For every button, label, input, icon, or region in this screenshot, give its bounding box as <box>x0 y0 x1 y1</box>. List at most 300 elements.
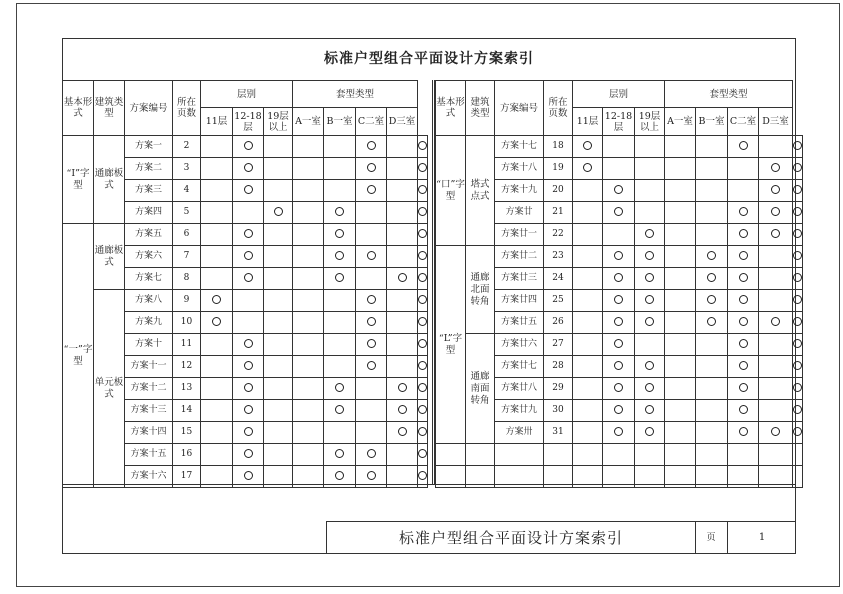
circle-mark-icon <box>367 361 376 370</box>
mark-cell <box>387 356 418 378</box>
page-cell: 6 <box>173 224 201 246</box>
mark-cell <box>603 202 635 224</box>
mark-cell <box>759 334 793 356</box>
circle-mark-icon <box>739 229 748 238</box>
mark-cell <box>603 356 635 378</box>
group-type-unit-label: 单元板式 <box>94 376 124 400</box>
header-unit-c: C二室 <box>728 108 759 136</box>
circle-mark-icon <box>244 449 253 458</box>
circle-mark-icon <box>739 427 748 436</box>
empty-cell <box>436 444 466 466</box>
mark-cell <box>728 246 759 268</box>
scheme-cell: 方案十三 <box>125 400 173 422</box>
circle-mark-icon <box>367 317 376 326</box>
mark-cell <box>356 268 387 290</box>
mark-cell <box>356 246 387 268</box>
circle-mark-icon <box>771 427 780 436</box>
mark-cell <box>264 422 293 444</box>
mark-cell <box>356 422 387 444</box>
page-cell: 28 <box>544 356 573 378</box>
circle-mark-icon <box>398 427 407 436</box>
mark-cell <box>264 378 293 400</box>
circle-mark-icon <box>793 295 802 304</box>
circle-mark-icon <box>244 383 253 392</box>
mark-cell <box>293 444 324 466</box>
mark-cell <box>418 224 428 246</box>
page-cell: 21 <box>544 202 573 224</box>
mark-cell <box>356 334 387 356</box>
scheme-cell: 方案五 <box>125 224 173 246</box>
table-row <box>436 246 803 268</box>
circle-mark-icon <box>771 163 780 172</box>
mark-cell <box>387 268 418 290</box>
mark-cell <box>201 312 233 334</box>
empty-cell <box>665 444 696 466</box>
circle-mark-icon <box>583 141 592 150</box>
mark-cell <box>793 422 803 444</box>
mark-cell <box>793 334 803 356</box>
mark-cell <box>387 180 418 202</box>
mark-cell <box>293 246 324 268</box>
circle-mark-icon <box>739 273 748 282</box>
circle-mark-icon <box>418 405 427 414</box>
scheme-cell: 方案一 <box>125 136 173 158</box>
mark-cell <box>728 400 759 422</box>
header-building-type: 建筑类型 <box>466 81 495 136</box>
empty-cell <box>495 444 544 466</box>
circle-mark-icon <box>244 339 253 348</box>
mark-cell <box>324 246 356 268</box>
circle-mark-icon <box>335 251 344 260</box>
mark-cell <box>418 202 428 224</box>
mark-cell <box>603 268 635 290</box>
mark-cell <box>728 136 759 158</box>
mark-cell <box>665 246 696 268</box>
circle-mark-icon <box>614 317 623 326</box>
mark-cell <box>696 312 728 334</box>
group-type-tower-label: 塔式点式 <box>470 178 490 202</box>
circle-mark-icon <box>739 141 748 150</box>
circle-mark-icon <box>793 273 802 282</box>
circle-mark-icon <box>418 163 427 172</box>
header-basic-form: 基本形式 <box>63 81 94 136</box>
mark-cell <box>356 224 387 246</box>
scheme-cell: 方案七 <box>125 268 173 290</box>
mark-cell <box>324 158 356 180</box>
header-floor-11: 11层 <box>201 108 233 136</box>
scheme-cell: 方案卅 <box>495 422 544 444</box>
mark-cell <box>356 312 387 334</box>
title-block <box>326 521 796 554</box>
circle-mark-icon <box>418 273 427 282</box>
mark-cell <box>233 180 264 202</box>
mark-cell <box>387 246 418 268</box>
mark-cell <box>573 312 603 334</box>
mark-cell <box>293 422 324 444</box>
mark-cell <box>233 224 264 246</box>
circle-mark-icon <box>771 185 780 194</box>
circle-mark-icon <box>614 339 623 348</box>
circle-mark-icon <box>335 273 344 282</box>
circle-mark-icon <box>739 361 748 370</box>
page-cell: 27 <box>544 334 573 356</box>
mark-cell <box>387 202 418 224</box>
mark-cell <box>387 378 418 400</box>
circle-mark-icon <box>367 295 376 304</box>
header-scheme-no: 方案编号 <box>125 81 173 136</box>
mark-cell <box>665 202 696 224</box>
circle-mark-icon <box>645 317 654 326</box>
mark-cell <box>759 378 793 400</box>
mark-cell <box>728 334 759 356</box>
mark-cell <box>635 378 665 400</box>
page-cell: 8 <box>173 268 201 290</box>
mark-cell <box>233 136 264 158</box>
mark-cell <box>793 356 803 378</box>
circle-mark-icon <box>244 185 253 194</box>
mark-cell <box>233 400 264 422</box>
circle-mark-icon <box>793 251 802 260</box>
mark-cell <box>635 290 665 312</box>
mark-cell <box>264 202 293 224</box>
mark-cell <box>418 444 428 466</box>
mark-cell <box>665 290 696 312</box>
mark-cell <box>635 246 665 268</box>
mark-cell <box>233 378 264 400</box>
scheme-cell: 方案廿五 <box>495 312 544 334</box>
mark-cell <box>264 136 293 158</box>
mark-cell <box>665 378 696 400</box>
mark-cell <box>293 136 324 158</box>
mark-cell <box>759 180 793 202</box>
group-form-yi <box>63 224 94 488</box>
circle-mark-icon <box>645 295 654 304</box>
mark-cell <box>201 290 233 312</box>
circle-mark-icon <box>367 185 376 194</box>
mark-cell <box>696 246 728 268</box>
circle-mark-icon <box>739 383 748 392</box>
page-cell: 12 <box>173 356 201 378</box>
mark-cell <box>233 246 264 268</box>
circle-mark-icon <box>645 383 654 392</box>
mark-cell <box>573 246 603 268</box>
mark-cell <box>264 158 293 180</box>
mark-cell <box>573 334 603 356</box>
mark-cell <box>665 158 696 180</box>
mark-cell <box>201 356 233 378</box>
page-cell: 22 <box>544 224 573 246</box>
circle-mark-icon <box>418 449 427 458</box>
mark-cell <box>387 224 418 246</box>
group-form-kou <box>436 136 466 246</box>
mark-cell <box>696 356 728 378</box>
page-cell: 3 <box>173 158 201 180</box>
mark-cell <box>233 444 264 466</box>
mark-cell <box>293 290 324 312</box>
scheme-cell: 方案八 <box>125 290 173 312</box>
scheme-cell: 方案廿九 <box>495 400 544 422</box>
mark-cell <box>324 312 356 334</box>
mark-cell <box>418 334 428 356</box>
group-form-kou-label: “口”字型 <box>436 178 465 202</box>
mark-cell <box>793 136 803 158</box>
header-unit-types: 套型类型 <box>665 81 793 108</box>
empty-cell <box>793 444 803 466</box>
circle-mark-icon <box>645 229 654 238</box>
mark-cell <box>696 202 728 224</box>
mark-cell <box>603 422 635 444</box>
circle-mark-icon <box>707 273 716 282</box>
circle-mark-icon <box>244 229 253 238</box>
mark-cell <box>696 268 728 290</box>
mark-cell <box>324 136 356 158</box>
mark-cell <box>635 202 665 224</box>
circle-mark-icon <box>418 339 427 348</box>
mark-cell <box>324 334 356 356</box>
circle-mark-icon <box>793 163 802 172</box>
mark-cell <box>293 312 324 334</box>
mark-cell <box>324 356 356 378</box>
mark-cell <box>603 400 635 422</box>
mark-cell <box>324 378 356 400</box>
mark-cell <box>264 180 293 202</box>
scheme-cell: 方案三 <box>125 180 173 202</box>
mark-cell <box>418 356 428 378</box>
circle-mark-icon <box>793 383 802 392</box>
page-cell: 5 <box>173 202 201 224</box>
page-cell: 2 <box>173 136 201 158</box>
circle-mark-icon <box>418 427 427 436</box>
mark-cell <box>387 312 418 334</box>
mark-cell <box>264 334 293 356</box>
scheme-cell: 方案廿三 <box>495 268 544 290</box>
circle-mark-icon <box>367 471 376 480</box>
mark-cell <box>233 158 264 180</box>
mark-cell <box>356 444 387 466</box>
circle-mark-icon <box>583 163 592 172</box>
mark-cell <box>793 158 803 180</box>
mark-cell <box>233 202 264 224</box>
mark-cell <box>759 400 793 422</box>
scheme-cell: 方案廿一 <box>495 224 544 246</box>
page-cell: 30 <box>544 400 573 422</box>
circle-mark-icon <box>335 449 344 458</box>
header-floor-12-18: 12-18层 <box>233 108 264 136</box>
mark-cell <box>264 224 293 246</box>
circle-mark-icon <box>645 405 654 414</box>
circle-mark-icon <box>614 251 623 260</box>
header-unit-b: B一室 <box>324 108 356 136</box>
scheme-cell: 方案廿六 <box>495 334 544 356</box>
mark-cell <box>793 290 803 312</box>
circle-mark-icon <box>614 273 623 282</box>
mark-cell <box>293 202 324 224</box>
circle-mark-icon <box>614 383 623 392</box>
circle-mark-icon <box>418 471 427 480</box>
circle-mark-icon <box>614 427 623 436</box>
circle-mark-icon <box>367 251 376 260</box>
mark-cell <box>324 444 356 466</box>
mark-cell <box>201 334 233 356</box>
mark-cell <box>387 422 418 444</box>
circle-mark-icon <box>739 295 748 304</box>
circle-mark-icon <box>398 383 407 392</box>
mark-cell <box>573 422 603 444</box>
mark-cell <box>233 268 264 290</box>
circle-mark-icon <box>793 141 802 150</box>
empty-cell <box>544 444 573 466</box>
circle-mark-icon <box>367 449 376 458</box>
mark-cell <box>233 290 264 312</box>
mark-cell <box>201 422 233 444</box>
mark-cell <box>635 268 665 290</box>
circle-mark-icon <box>771 207 780 216</box>
mark-cell <box>728 202 759 224</box>
header-scheme-no: 方案编号 <box>495 81 544 136</box>
mark-cell <box>293 180 324 202</box>
mark-cell <box>573 202 603 224</box>
scheme-cell: 方案四 <box>125 202 173 224</box>
mark-cell <box>665 312 696 334</box>
mark-cell <box>635 312 665 334</box>
circle-mark-icon <box>707 317 716 326</box>
mark-cell <box>793 246 803 268</box>
page-cell: 16 <box>173 444 201 466</box>
header-unit-d: D三室 <box>387 108 418 136</box>
header-unit-b: B一室 <box>696 108 728 136</box>
scheme-cell: 方案十二 <box>125 378 173 400</box>
scheme-cell: 方案廿 <box>495 202 544 224</box>
circle-mark-icon <box>212 317 221 326</box>
mark-cell <box>603 290 635 312</box>
circle-mark-icon <box>418 251 427 260</box>
circle-mark-icon <box>645 427 654 436</box>
circle-mark-icon <box>335 471 344 480</box>
mark-cell <box>665 136 696 158</box>
mark-cell <box>201 136 233 158</box>
scheme-cell: 方案廿七 <box>495 356 544 378</box>
right-index-table <box>435 80 803 488</box>
title-block-page-number: 1 <box>758 532 766 543</box>
group-type-corridor-label: 通廊板式 <box>94 167 124 191</box>
mark-cell <box>793 224 803 246</box>
circle-mark-icon <box>398 405 407 414</box>
mark-cell <box>356 290 387 312</box>
mark-cell <box>759 136 793 158</box>
circle-mark-icon <box>771 229 780 238</box>
page-cell: 17 <box>173 466 201 488</box>
mark-cell <box>793 312 803 334</box>
scheme-cell: 方案廿四 <box>495 290 544 312</box>
mark-cell <box>573 268 603 290</box>
mark-cell <box>603 224 635 246</box>
mark-cell <box>793 400 803 422</box>
mark-cell <box>793 268 803 290</box>
mark-cell <box>573 136 603 158</box>
mark-cell <box>418 268 428 290</box>
page-cell: 19 <box>544 158 573 180</box>
circle-mark-icon <box>793 405 802 414</box>
mark-cell <box>356 136 387 158</box>
page-cell: 4 <box>173 180 201 202</box>
mark-cell <box>324 202 356 224</box>
mark-cell <box>324 422 356 444</box>
mark-cell <box>696 224 728 246</box>
mark-cell <box>696 400 728 422</box>
circle-mark-icon <box>418 361 427 370</box>
mark-cell <box>573 290 603 312</box>
header-page: 所在页数 <box>544 81 573 136</box>
circle-mark-icon <box>244 405 253 414</box>
mark-cell <box>665 268 696 290</box>
circle-mark-icon <box>771 317 780 326</box>
mark-cell <box>793 378 803 400</box>
mark-cell <box>728 312 759 334</box>
scheme-cell: 方案十四 <box>125 422 173 444</box>
group-type-corridor <box>94 224 125 290</box>
mark-cell <box>759 158 793 180</box>
circle-mark-icon <box>418 141 427 150</box>
mark-cell <box>201 202 233 224</box>
table-row <box>63 290 428 312</box>
circle-mark-icon <box>212 295 221 304</box>
mark-cell <box>387 400 418 422</box>
mark-cell <box>264 400 293 422</box>
page-cell: 29 <box>544 378 573 400</box>
mark-cell <box>603 158 635 180</box>
mark-cell <box>635 400 665 422</box>
mark-cell <box>728 422 759 444</box>
mark-cell <box>573 158 603 180</box>
mark-cell <box>696 422 728 444</box>
mark-cell <box>573 378 603 400</box>
circle-mark-icon <box>739 251 748 260</box>
page-cell: 20 <box>544 180 573 202</box>
mark-cell <box>635 136 665 158</box>
circle-mark-icon <box>793 339 802 348</box>
circle-mark-icon <box>367 339 376 348</box>
mark-cell <box>759 224 793 246</box>
header-page: 所在页数 <box>173 81 201 136</box>
mark-cell <box>418 378 428 400</box>
circle-mark-icon <box>244 141 253 150</box>
mark-cell <box>728 180 759 202</box>
mark-cell <box>635 334 665 356</box>
group-type-corridor <box>94 136 125 224</box>
header-unit-d: D三室 <box>759 108 793 136</box>
mark-cell <box>635 422 665 444</box>
mark-cell <box>201 224 233 246</box>
mark-cell <box>603 312 635 334</box>
circle-mark-icon <box>793 207 802 216</box>
circle-mark-icon <box>707 251 716 260</box>
header-floor-11: 11层 <box>573 108 603 136</box>
mark-cell <box>728 378 759 400</box>
empty-cell <box>728 444 759 466</box>
mark-cell <box>356 400 387 422</box>
circle-mark-icon <box>418 207 427 216</box>
page-cell: 31 <box>544 422 573 444</box>
left-index-table <box>62 80 428 488</box>
group-form-i-label: “I”字型 <box>66 167 90 191</box>
mark-cell <box>293 158 324 180</box>
mark-cell <box>201 180 233 202</box>
group-type-corridor-label: 通廊板式 <box>94 244 124 268</box>
empty-cell <box>635 444 665 466</box>
circle-mark-icon <box>614 405 623 414</box>
circle-mark-icon <box>793 229 802 238</box>
mark-cell <box>201 378 233 400</box>
